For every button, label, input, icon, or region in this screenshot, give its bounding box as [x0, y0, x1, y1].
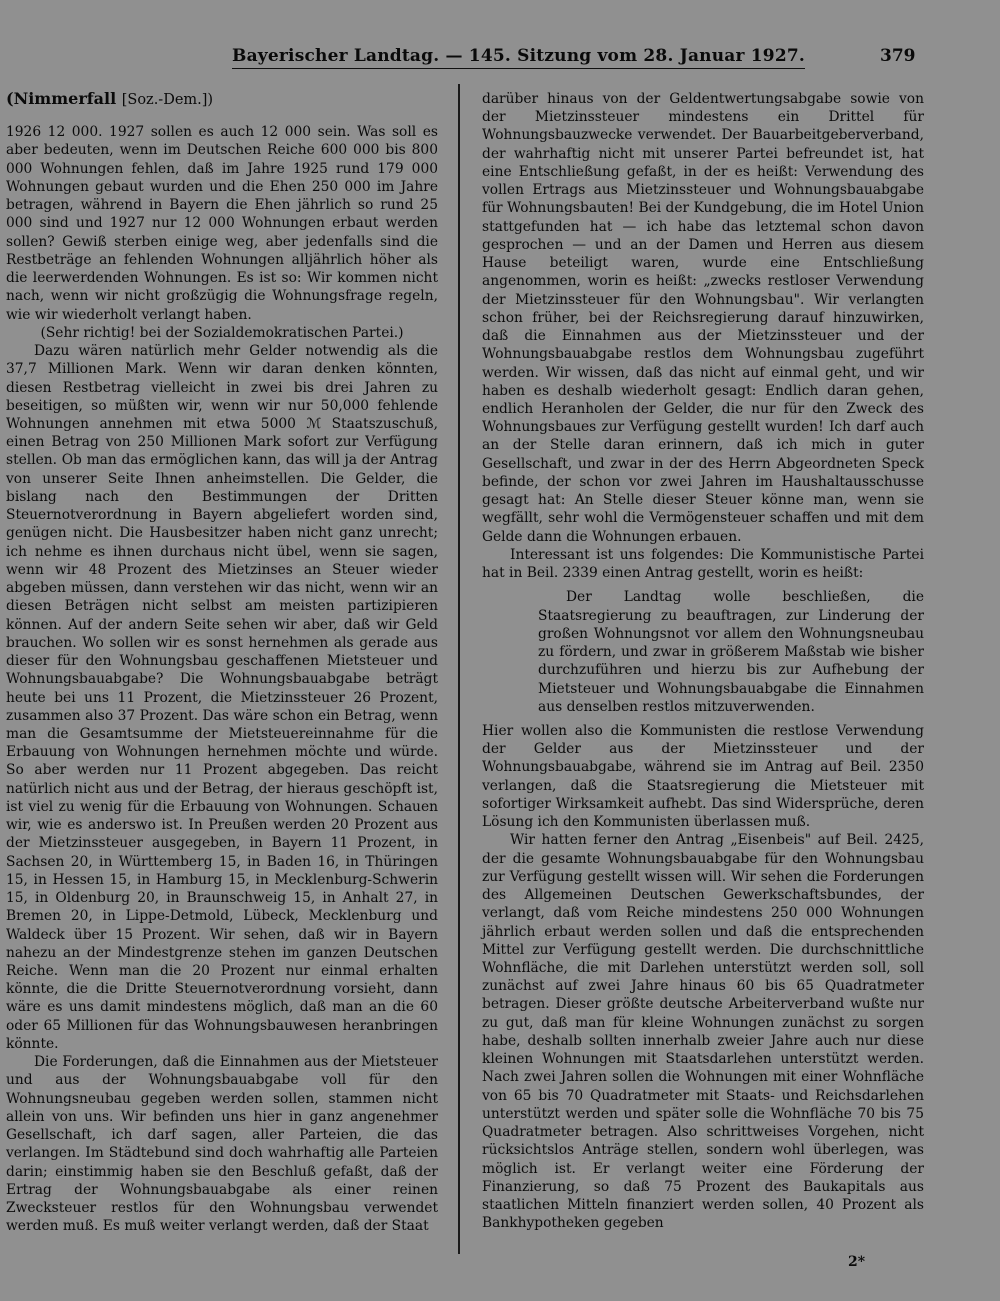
paragraph: 1926 12 000. 1927 sollen es auch 12 000 sein. Was soll es aber bedeuten, wenn im Deutschen Reiche 600 000 bis 800 000 Wohnungen fehlen, daß im Jahre 1925 rund 179 000 Wohnungen gebaut wurden und die Ehen 250 000 im Jahre betragen, während in Bayern die Ehen jährlich so rund 25 000 sind und 1927 nur 12 000 Wohnungen erbaut werden sollen? Gewiß sterben einige weg, aber jedenfalls sind die Restbeträge an fehlenden Wohnungen alljährlich höher als die leerwerdenden Wohnungen. Es ist so: Wir kommen nicht nach, wenn wir nicht großzügig die Wohnungsfrage regeln, wie wir wiederholt verlangt haben.: [6, 124, 438, 323]
paragraph: Dazu wären natürlich mehr Gelder notwendig als die 37,7 Millionen Mark. Wenn wir daran denken könnten, diesen Restbetrag vielleicht in zwei bis drei Jahren zu beseitigen, so müßten wir, wenn wir nur 50,000 fehlende Wohnungen annehmen mit etwa 5000 ℳ Staatszuschuß, einen Betrag von 250 Millionen Mark sofort zur Verfügung stellen. Ob man das ermöglichen kann, das will ja der Antrag von unserer Seite Ihnen anheimstellen. Die Gelder, die bislang nach den Bestimmungen der Dritten Steuernotverordnung in Bayern abgeliefert worden sind, genügen nicht. Die Hausbesitzer haben nicht ganz unrecht; ich nehme es ihnen durchaus nicht übel, wenn sie sagen, wenn wir 48 Prozent des Mietzinses an Steuer wieder abgeben müssen, dann verstehen wir das nicht, wenn wir an diesen Beträgen nicht selbst am meisten partizipieren können. Auf der andern Seite sehen wir aber, daß wir Geld brauchen. Wo sollen wir es sonst hernehmen als gerade aus dieser für den Wohnungsbau geschaffenen Mietsteuer und Wohnungsbauabgabe? Die Wohnungsbauabgabe beträgt heute bei uns 11 Prozent, die Mietzinssteuer 26 Prozent, zusammen also 37 Prozent. Das wäre schon ein Betrag, wenn man die Gesamtsumme der Mietsteuereinnahme für die Erbauung von Wohnungen hernehmen möchte und würde. So aber werden nur 11 Prozent abgegeben. Das reicht natürlich nicht aus und der Betrag, der hieraus geschöpft ist, ist viel zu wenig für die Erbauung von Wohnungen. Schauen wir, wie es anderswo ist. In Preußen werden 20 Prozent aus der Mietzinssteuer ausgegeben, in Bayern 11 Prozent, in Sachsen 20, in Württemberg 15, in Baden 16, in Thüringen 15, in Hessen 15, in Hamburg 15, in Mecklenburg-Schwerin 15, in Oldenburg 20, in Braunschweig 15, in Anhalt 27, in Bremen 20, in Lippe-Detmold, Lübeck, Mecklenburg und Waldeck über 15 Prozent. Wir sehen, daß wir in Bayern nahezu an der Mindestgrenze stehen im ganzen Deutschen Reiche. Wenn man die 20 Prozent nur einmal erhalten könnte, die die Dritte Steuernotverordnung vorsieht, dann wäre es uns damit mindestens möglich, daß man an die 60 oder 65 Millionen für das Wohnungsbauwesen heranbringen könnte.: [6, 343, 438, 1052]
signature-mark: 2*: [848, 1254, 866, 1270]
paragraph: Wir hatten ferner den Antrag „Eisenbeis" auf Beil. 2425, der die gesamte Wohnungsbauabgabe für den Wohnungsbau zur Verfügung gestellt wissen will. Wir sehen die Forderungen des Allgemeinen Deutschen Gewerkschaftsbundes, der verlangt, daß vom Reiche mindestens 250 000 Wohnungen jährlich erbaut werden sollen und daß die entsprechenden Mittel zur Verfügung gestellt werden. Die durchschnittliche Wohnfläche, die mit Darlehen unterstützt werden soll, soll zunächst auf zwei Jahre hinaus 60 bis 65 Quadratmeter betragen. Dieser größte deutsche Arbeiterverband wußte nur zu gut, daß man für kleine Wohnungen zunächst zu sorgen habe, deshalb sollten innerhalb zweier Jahre auch nur diese kleinen Wohnungen mit Staatsdarlehen unterstützt werden. Nach zwei Jahren sollen die Wohnungen mit einer Wohnfläche von 65 bis 70 Quadratmeter mit Staats- und Reichsdarlehen unterstützt werden und später solle die Wohnfläche 70 bis 75 Quadratmeter betragen. Also schrittweises Vorgehen, nicht rücksichtslos Anträge stellen, sondern wohl überlegen, was möglich ist. Er verlangt weiter eine Förderung der Finanzierung, so daß 75 Prozent des Baukapitals aus staatlichen Mitteln finanziert werden sollen, 40 Prozent als Bankhypotheken gegeben: [482, 832, 924, 1232]
right-column: [482, 90, 924, 1233]
quoted-motion: [538, 588, 924, 716]
quote-text: Der Landtag wolle beschließen, die Staatsregierung zu beauftragen, zur Linderung der großen Wohnungsnot vor allem den Wohnungsneubau zu fördern, und zwar in größerem Maßstab wie bisher durchzuführen und hierzu bis zur Aufhebung der Mietsteuer und Wohnungsbauabgabe die Einnahmen aus denselben restlos mitzuverwenden.: [538, 589, 924, 715]
page-number: 379: [880, 46, 916, 66]
left-column: [6, 90, 438, 1236]
paragraph: Interessant ist uns folgendes: Die Kommunistische Partei hat in Beil. 2339 einen Antrag gestellt, worin es heißt:: [482, 546, 924, 582]
column-divider: [458, 84, 460, 1254]
paragraph: darüber hinaus von der Geldentwertungsabgabe sowie von der Mietzinssteuer mindestens ein Drittel für Wohnungsbauzwecke verwendet. Der Bauarbeitgeberverband, der wahrhaftig nicht mit unserer Partei befreundet ist, hat eine Entschließung gefaßt, in der es heißt: Verwendung des vollen Ertrags aus Mietzinssteuer und Wohnungsbauabgabe für Wohnungsbauten! Bei der Kundgebung, die im Hotel Union stattgefunden hat — ich habe das letztemal schon davon gesprochen — und an der Damen und Herren aus diesem Hause beteiligt waren, wurde eine Entschließung angenommen, worin es heißt: „zwecks restloser Verwendung der Mietzinssteuer für den Wohnungsbau". Wir verlangten schon früher, bei der Reichsregierung darauf hinzuwirken, daß die Einnahmen aus der Mietzinssteuer und der Wohnungsbauabgabe restlos dem Wohnungsbau zugeführt werden. Wir wissen, daß das nicht auf einmal geht, und wir haben es deshalb wiederholt gesagt: Endlich daran gehen, endlich Heranholen der Gelder, die nur für den Zweck des Wohnungsbaues zur Verfügung gestellt wurden! Ich darf auch an der Stelle daran erinnern, daß ich mich in guter Gesellschaft, und zwar in der des Herrn Abgeordneten Speck befinde, der schon vor zwei Jahren im Haushaltausschusse gesagt hat: An Stelle dieser Steuer könne man, wenn sie wegfällt, sehr wohl die Vermögensteuer schaffen und mit dem Gelde dann die Wohnungen erbauen.: [482, 91, 924, 545]
page-header: [0, 46, 1000, 72]
speaker-party: [Soz.-Dem.]): [121, 92, 214, 108]
interjection-remark: (Sehr richtig! bei der Sozialdemokratischen Partei.): [40, 324, 404, 341]
paragraph: Die Forderungen, daß die Einnahmen aus der Mietsteuer und aus der Wohnungsbauabgabe voll für den Wohnungsneubau gegeben werden sollen, stammen nicht allein von uns. Wir befinden uns hier in ganz angenehmer Gesellschaft, ich darf sagen, aller Parteien, die das verlangen. Im Städtebund sind doch wahrhaftig alle Parteien darin; einstimmig haben sie den Beschluß gefaßt, daß der Ertrag der Wohnungsbauabgabe als einer reinen Zwecksteuer restlos für den Wohnungsbau verwendet werden muß. Es muß weiter verlangt werden, daß der Staat: [6, 1054, 438, 1235]
speaker-heading: [6, 90, 438, 109]
paragraph: Hier wollen also die Kommunisten die restlose Verwendung der Gelder aus der Mietzinssteuer und der Wohnungsbauabgabe, während sie im Antrag auf Beil. 2350 verlangen, daß die Staatsregierung die Mietsteuer mit sofortiger Wirksamkeit aufhebt. Das sind Widersprüche, deren Lösung ich den Kommunisten überlassen muß.: [482, 722, 924, 831]
running-title: Bayerischer Landtag. — 145. Sitzung vom 28. Januar 1927.: [232, 46, 805, 69]
speaker-name: (Nimmerfall: [6, 89, 117, 108]
